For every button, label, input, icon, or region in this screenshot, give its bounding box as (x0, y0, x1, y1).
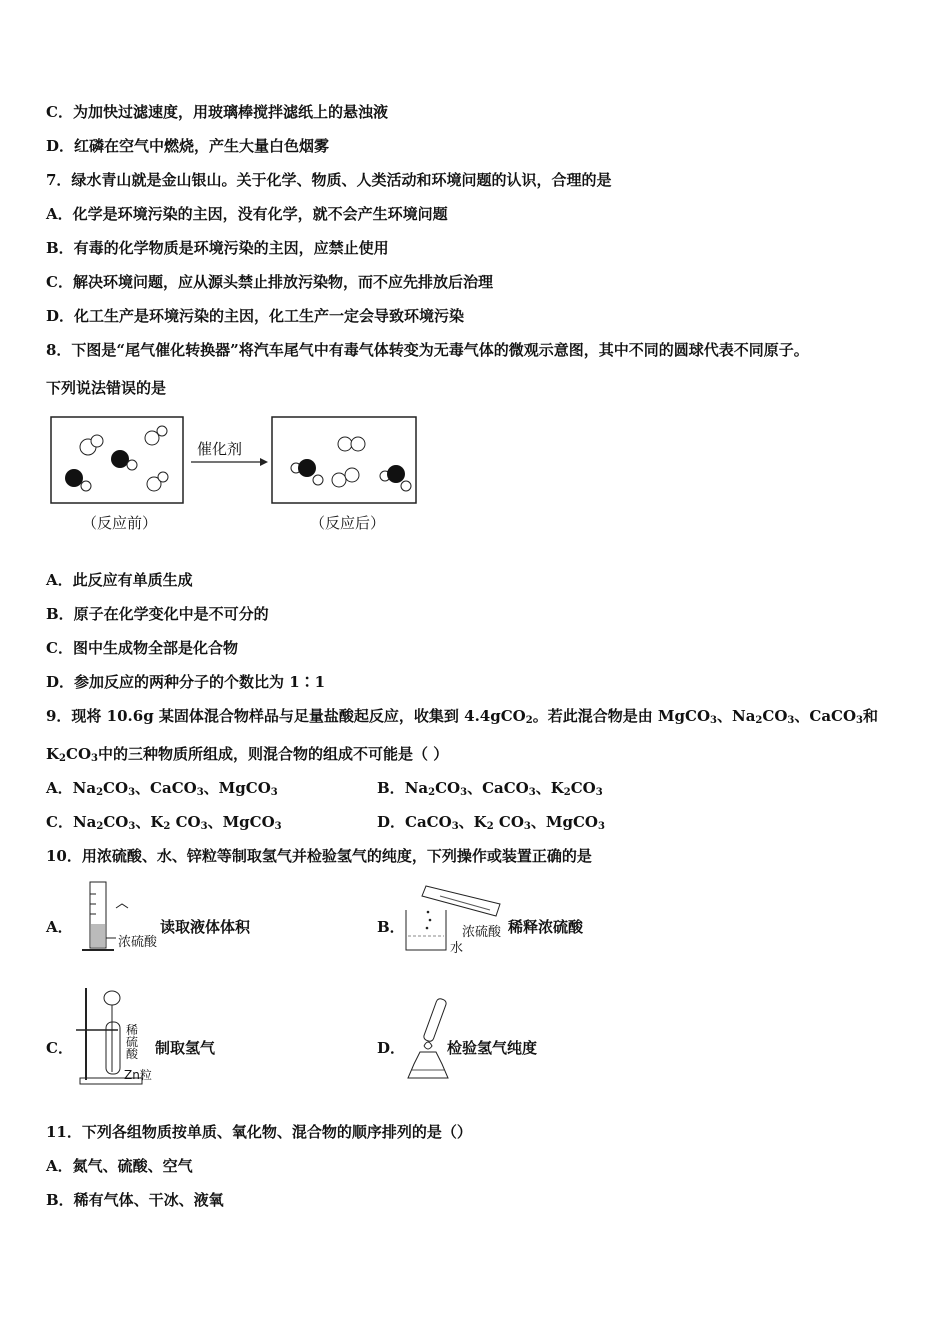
reaction-illustration (48, 414, 428, 510)
after-label: （反应后） (310, 514, 386, 532)
q10-option-b-text: 稀释浓硫酸 (508, 918, 584, 936)
q10-stem: 10．用浓硫酸、水、锌粒等制取氢气并检验氢气的纯度，下列操作或装置正确的是 (46, 847, 592, 865)
q10-option-c-text: 制取氢气 (155, 1039, 216, 1057)
cylinder-caption: 浓硫酸 (118, 935, 158, 950)
q10-option-d-label: D． (377, 1039, 406, 1057)
dilution-caption-acid: 浓硫酸 (462, 925, 502, 940)
dilution-caption-water: 水 (450, 941, 464, 956)
q10-option-d-text: 检验氢气纯度 (447, 1039, 538, 1057)
q9-option-a: A．$Na_2CO_3$、CaCO$_3$、MgCO$_3$ (46, 779, 278, 798)
q8-option-a: A．此反应有单质生成 (46, 571, 193, 589)
apparatus-caption-acid: 稀硫酸 (126, 1023, 139, 1061)
q8-option-b: B．原子在化学变化中是不可分的 (46, 605, 269, 623)
q8-stem: 8．下图是“尾气催化转换器”将汽车尾气中有毒气体转变为无毒气体的微观示意图，其中不同的圆球代表不同原子。 (46, 341, 809, 359)
q6-option-d: D．红磷在空气中燃烧，产生大量白色烟雾 (46, 137, 330, 155)
q10-option-b-label: B． (377, 918, 405, 936)
q8-stem-continued: 下列说法错误的是 (46, 379, 167, 397)
q7-option-d: D．化工生产是环境污染的主因，化工生产一定会导致环境污染 (46, 307, 465, 325)
q6-option-c: C．为加快过滤速度，用玻璃棒搅拌滤纸上的悬浊液 (46, 103, 388, 121)
q8-option-c: C．图中生成物全部是化合物 (46, 639, 238, 657)
q11-option-b: B．稀有气体、干冰、液氧 (46, 1191, 224, 1209)
q7-option-c: C．解决环境问题，应从源头禁止排放污染物，而不应先排放后治理 (46, 273, 493, 291)
catalyst-label: 催化剂 (197, 440, 243, 458)
q8-option-d: D．参加反应的两种分子的个数比为 1∶1 (46, 673, 326, 691)
q10-option-c-label: C． (46, 1039, 73, 1057)
before-label: （反应前） (82, 514, 158, 532)
q7-option-a: A．化学是环境污染的主因，没有化学，就不会产生环境问题 (46, 205, 448, 223)
apparatus-caption-zinc: Zn粒 (124, 1068, 152, 1082)
q7-option-b: B．有毒的化学物质是环境污染的主因，应禁止使用 (46, 239, 389, 257)
q9-option-b: B．$Na_2CO_3$、CaCO$_3$、$K_2CO_3$ (377, 779, 603, 798)
q10-option-a-text: 读取液体体积 (160, 918, 251, 936)
q11-option-a: A．氮气、硫酸、空气 (46, 1157, 193, 1175)
q7-stem: 7．绿水青山就是金山银山。关于化学、物质、人类活动和环境问题的认识，合理的是 (46, 171, 612, 189)
q9-stem-continued: $K_2CO_3$中的三种物质所组成，则混合物的组成不可能是（ ） (46, 745, 449, 764)
q9-option-c: C．$Na_2CO_3$、$K_2$ $CO_3$、MgCO$_3$ (46, 813, 282, 832)
q9-option-d: D．CaCO$_3$、$K_2$ $CO_3$、MgCO$_3$ (377, 813, 605, 832)
q11-stem: 11．下列各组物质按单质、氧化物、混合物的顺序排列的是（） (46, 1123, 472, 1141)
q10-option-a-label: A． (46, 918, 73, 936)
q9-stem: 9．现将 10.6g 某固体混合物样品与足量盐酸起反应，收集到 4.4gCO$_2$。若此混合物是由 MgCO$_3$、$Na_2CO_3$、CaCO$_3$和 (46, 707, 879, 726)
